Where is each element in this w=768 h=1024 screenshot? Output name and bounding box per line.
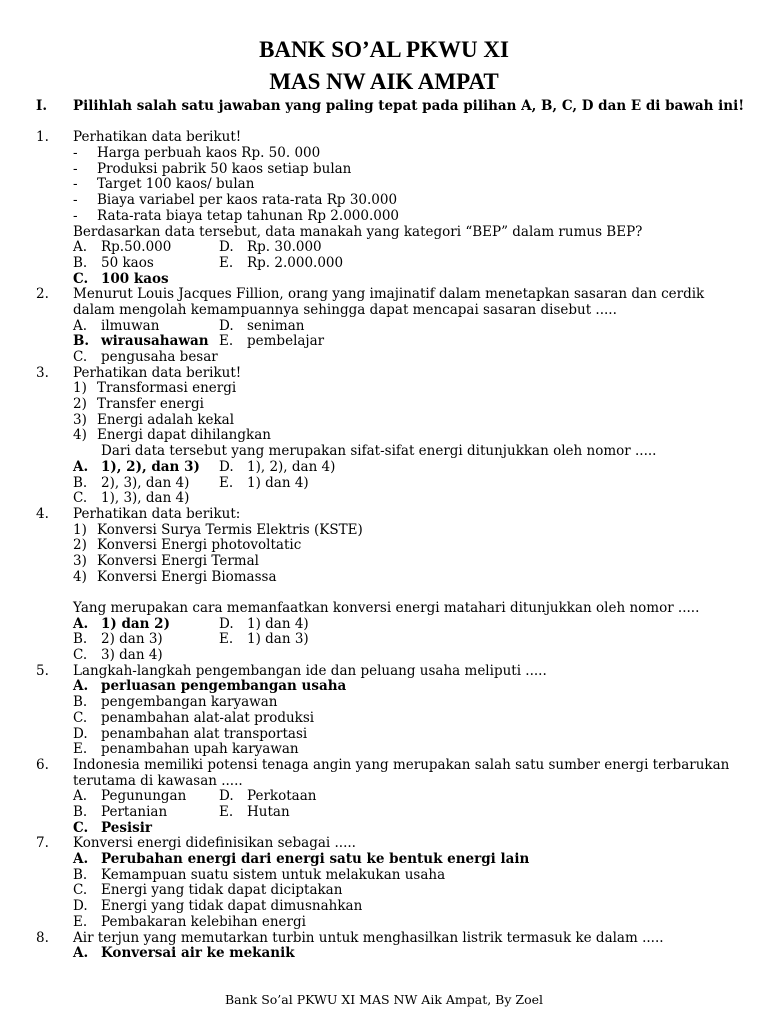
option-e: E. 1) dan 4) [219,474,309,491]
question-5-stem: 5. Langkah-langkah pengembangan ide dan peluang usaha meliputi ..... [36,662,547,679]
option-row [36,491,736,507]
option-b: B. Kemampuan suatu sistem untuk melakukan usaha [73,866,446,883]
option-a-answer: A. perluasan pengembangan usaha [73,678,347,695]
option-d: D. Energi yang tidak dapat dimusnahkan [73,898,363,915]
option-row [36,632,736,648]
option-a: A. ilmuwan [73,317,160,334]
option-row [36,256,736,272]
question-1-bullet: - Produksi pabrik 50 kaos setiap bulan [73,160,352,177]
question-2-stem: 2. Menurut Louis Jacques Fillion, orang yang imajinatif dalam menetapkan sasaran dan cerdik dalam mengolah kemampuannya sehingga dapat mencapai sasaran disebut ..... [36,286,705,318]
option-c: C. penambahan alat-alat produksi [73,709,315,726]
option-a-answer: A. Perubahan energi dari energi satu ke bentuk energi lain [73,851,530,868]
option-c-answer: C. Pesisir [73,819,152,836]
document-subtitle: MAS NW AIK AMPAT [269,69,499,94]
question-1-stem: 1. Perhatikan data berikut! [36,129,242,146]
option-b: B. pengembangan karyawan [73,694,278,711]
option-row [36,272,736,288]
option-d: D. 1) dan 4) [219,615,309,632]
option-d: D. Rp. 30.000 [219,239,322,256]
option-row [36,617,736,633]
question-1-bullet: - Target 100 kaos/ bulan [73,176,255,193]
question-4-text: Yang merupakan cara memanfaatkan konversi energi matahari ditunjukkan oleh nomor ..... [73,600,700,617]
section-instruction: I. Pilihlah salah satu jawaban yang paling tepat pada pilihan A, B, C, D dan E di bawah ini! [36,98,745,114]
question-1-bullet: - Harga perbuah kaos Rp. 50. 000 [73,145,321,162]
option-a: A. Rp.50.000 [73,239,172,256]
option-row [36,460,736,476]
option-row [36,319,736,335]
question-4-item: 2) Konversi Energi photovoltatic [73,537,302,554]
option-e: E. Rp. 2.000.000 [219,254,344,271]
option-row [36,648,736,664]
question-7-stem: 7. Konversi energi didefinisikan sebagai ..... [36,835,356,852]
option-c: C. Energi yang tidak dapat diciptakan [73,882,343,899]
option-b: B. 50 kaos [73,254,154,271]
option-b: B. 2), 3), dan 4) [73,474,190,491]
option-d: D. 1), 2), dan 4) [219,458,336,475]
question-4-item: 3) Konversi Energi Termal [73,552,259,569]
question-3-stem: 3. Perhatikan data berikut! [36,364,242,381]
question-4-item: 1) Konversi Surya Termis Elektris (KSTE) [73,521,363,538]
option-b-answer: B. wirausahawan [73,333,209,350]
option-row [36,240,736,256]
option-b: B. Pertanian [73,804,168,820]
option-a-answer: A. 1), 2), dan 3) [73,458,200,475]
option-e: E. pembelajar [219,333,325,350]
document-title: BANK SO’AL PKWU XI [259,37,509,62]
option-row [36,350,736,366]
option-b: B. 2) dan 3) [73,631,163,648]
question-3-item: 4) Energi dapat dihilangkan [73,427,271,444]
page-footer: Bank So’al PKWU XI MAS NW Aik Ampat, By Zoel [224,992,544,1007]
question-4-item: 4) Konversi Energi Biomassa [73,568,277,585]
question-3-item: 1) Transformasi energi [73,380,237,397]
option-e: E. penambahan upah karyawan [73,741,299,758]
option-a: A. Pegunungan [73,788,187,805]
option-row [36,805,736,821]
option-d: D. seniman [219,317,305,334]
question-8-stem: 8. Air terjun yang memutarkan turbin untuk menghasilkan listrik termasuk ke dalam ..... [36,929,664,946]
question-list [36,98,745,962]
question-1-bullet: - Biaya variabel per kaos rata-rata Rp 30.000 [73,192,398,209]
option-a-answer: A. Konversai air ke mekanik [73,945,295,962]
option-row [36,334,736,350]
option-c: C. pengusaha besar [73,349,218,366]
question-6-stem: 6. Indonesia memiliki potensi tenaga angin yang merupakan salah satu sumber energi terbarukan terutama di kawasan ..... [36,756,730,789]
question-1-bullet: - Rata-rata biaya tetap tahunan Rp 2.000.000 [73,207,400,224]
option-c-answer: C. 100 kaos [73,270,169,287]
option-row [36,789,736,805]
option-row [36,476,736,492]
option-e: E. 1) dan 3) [219,631,309,648]
question-3-item: 2) Transfer energi [73,396,204,413]
question-3-item: 3) Energi adalah kekal [73,411,235,428]
question-1-text: Berdasarkan data tersebut, data manakah yang kategori “BEP” dalam rumus BEP? [73,223,643,240]
option-a-answer: A. 1) dan 2) [73,615,170,632]
option-row [36,821,736,837]
question-4-stem: 4. Perhatikan data berikut: [36,505,241,522]
option-c: C. 3) dan 4) [73,647,163,664]
option-e: E. Pembakaran kelebihan energi [73,913,306,930]
option-d: D. penambahan alat transportasi [73,725,308,742]
question-3-text: Dari data tersebut yang merupakan sifat-sifat energi ditunjukkan oleh nomor ..... [101,443,657,460]
option-d: D. Perkotaan [219,788,317,805]
option-c: C. 1), 3), dan 4) [73,490,190,507]
option-e: E. Hutan [219,804,290,820]
